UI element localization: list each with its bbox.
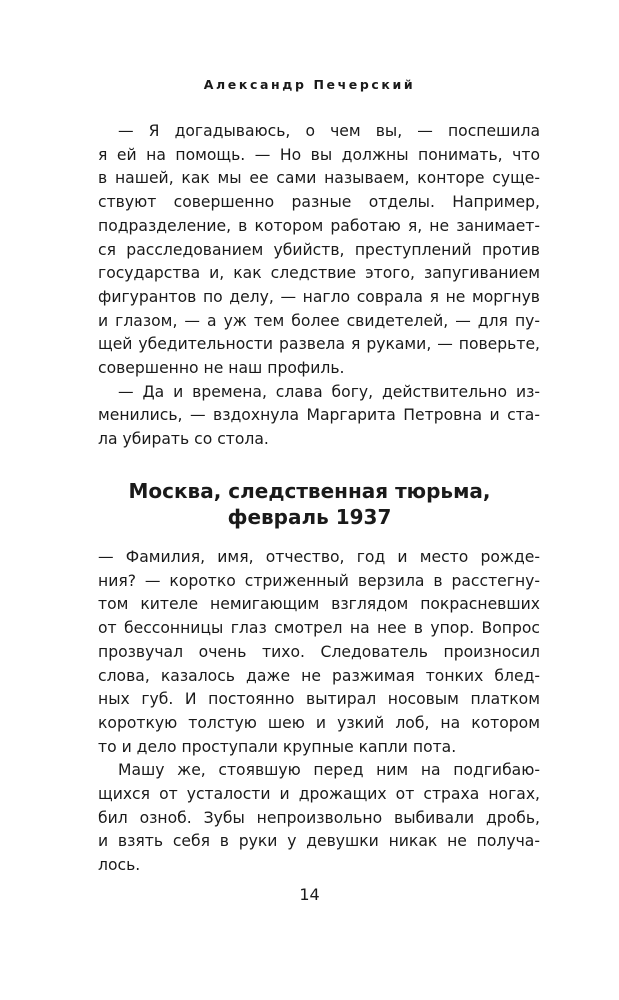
text-line: и взять себя в руки у девушки никак не получа- — [98, 832, 540, 851]
text-line: слова, казалось даже не разжимая тонких блед- — [98, 666, 540, 685]
text-line: от бессонницы глаз смотрел на нее в упор. Вопрос — [98, 619, 540, 638]
text-line: — Фамилия, имя, отчество, год и место рожде- — [98, 548, 540, 566]
text-line: лось. — [98, 856, 141, 875]
text-line: то и дело проступали крупные капли пота. — [98, 737, 457, 756]
running-header-author: Александр Печерский — [203, 77, 416, 92]
text-line: Машу же, стоявшую перед ним на подгибаю- — [118, 761, 540, 780]
text-line: и глазом, — а уж тем более свидетелей, — для пу- — [98, 311, 540, 330]
text-passage-2 — [98, 546, 540, 878]
text-line: совершенно не наш профиль. — [98, 359, 345, 378]
text-line: менились, — вздохнула Маргарита Петровна и ста- — [98, 406, 540, 425]
text-line: я ей на помощь. — Но вы должны понимать, что — [98, 145, 540, 164]
text-line: ния? — коротко стриженный верзила в расстегну- — [98, 571, 540, 590]
text-line: щей убедительности развела я руками, — поверьте, — [98, 335, 540, 354]
section-heading-line: Москва, следственная тюрьма, — [128, 479, 491, 503]
text-passage-1 — [98, 120, 540, 452]
text-line: прозвучал очень тихо. Следователь произносил — [98, 642, 540, 661]
text-line: бил озноб. Зубы непроизвольно выбивали дробь, — [98, 808, 540, 827]
paragraph — [98, 546, 540, 759]
text-line: подразделение, в котором работаю я, не занимает- — [98, 216, 540, 235]
text-line: — Я догадываюсь, о чем вы, — поспешила — [118, 122, 540, 140]
section-heading — [0, 478, 619, 530]
paragraph — [98, 120, 540, 381]
text-line: ся расследованием убийств, преступлений против — [98, 240, 540, 259]
text-line: короткую толстую шею и узкий лоб, на котором — [98, 713, 540, 732]
paragraph — [98, 381, 540, 452]
paragraph — [98, 759, 540, 878]
text-line: государства и, как следствие этого, запугиванием — [98, 264, 540, 283]
text-line: в нашей, как мы ее сами называем, конторе суще- — [98, 169, 540, 188]
section-heading-line: февраль 1937 — [227, 505, 392, 529]
text-line: ла убирать со стола. — [98, 430, 269, 449]
text-line: — Да и времена, слава богу, действительно из- — [118, 382, 540, 401]
page-number: 14 — [299, 885, 320, 904]
text-line: том кителе немигающим взглядом покрасневших — [98, 595, 540, 614]
text-line: ных губ. И постоянно вытирал носовым платком — [98, 690, 540, 709]
text-line: ствуют совершенно разные отделы. Например, — [98, 193, 540, 212]
text-line: фигурантов по делу, — нагло соврала я не моргнув — [98, 287, 540, 306]
text-line: щихся от усталости и дрожащих от страха ногах, — [98, 785, 540, 804]
